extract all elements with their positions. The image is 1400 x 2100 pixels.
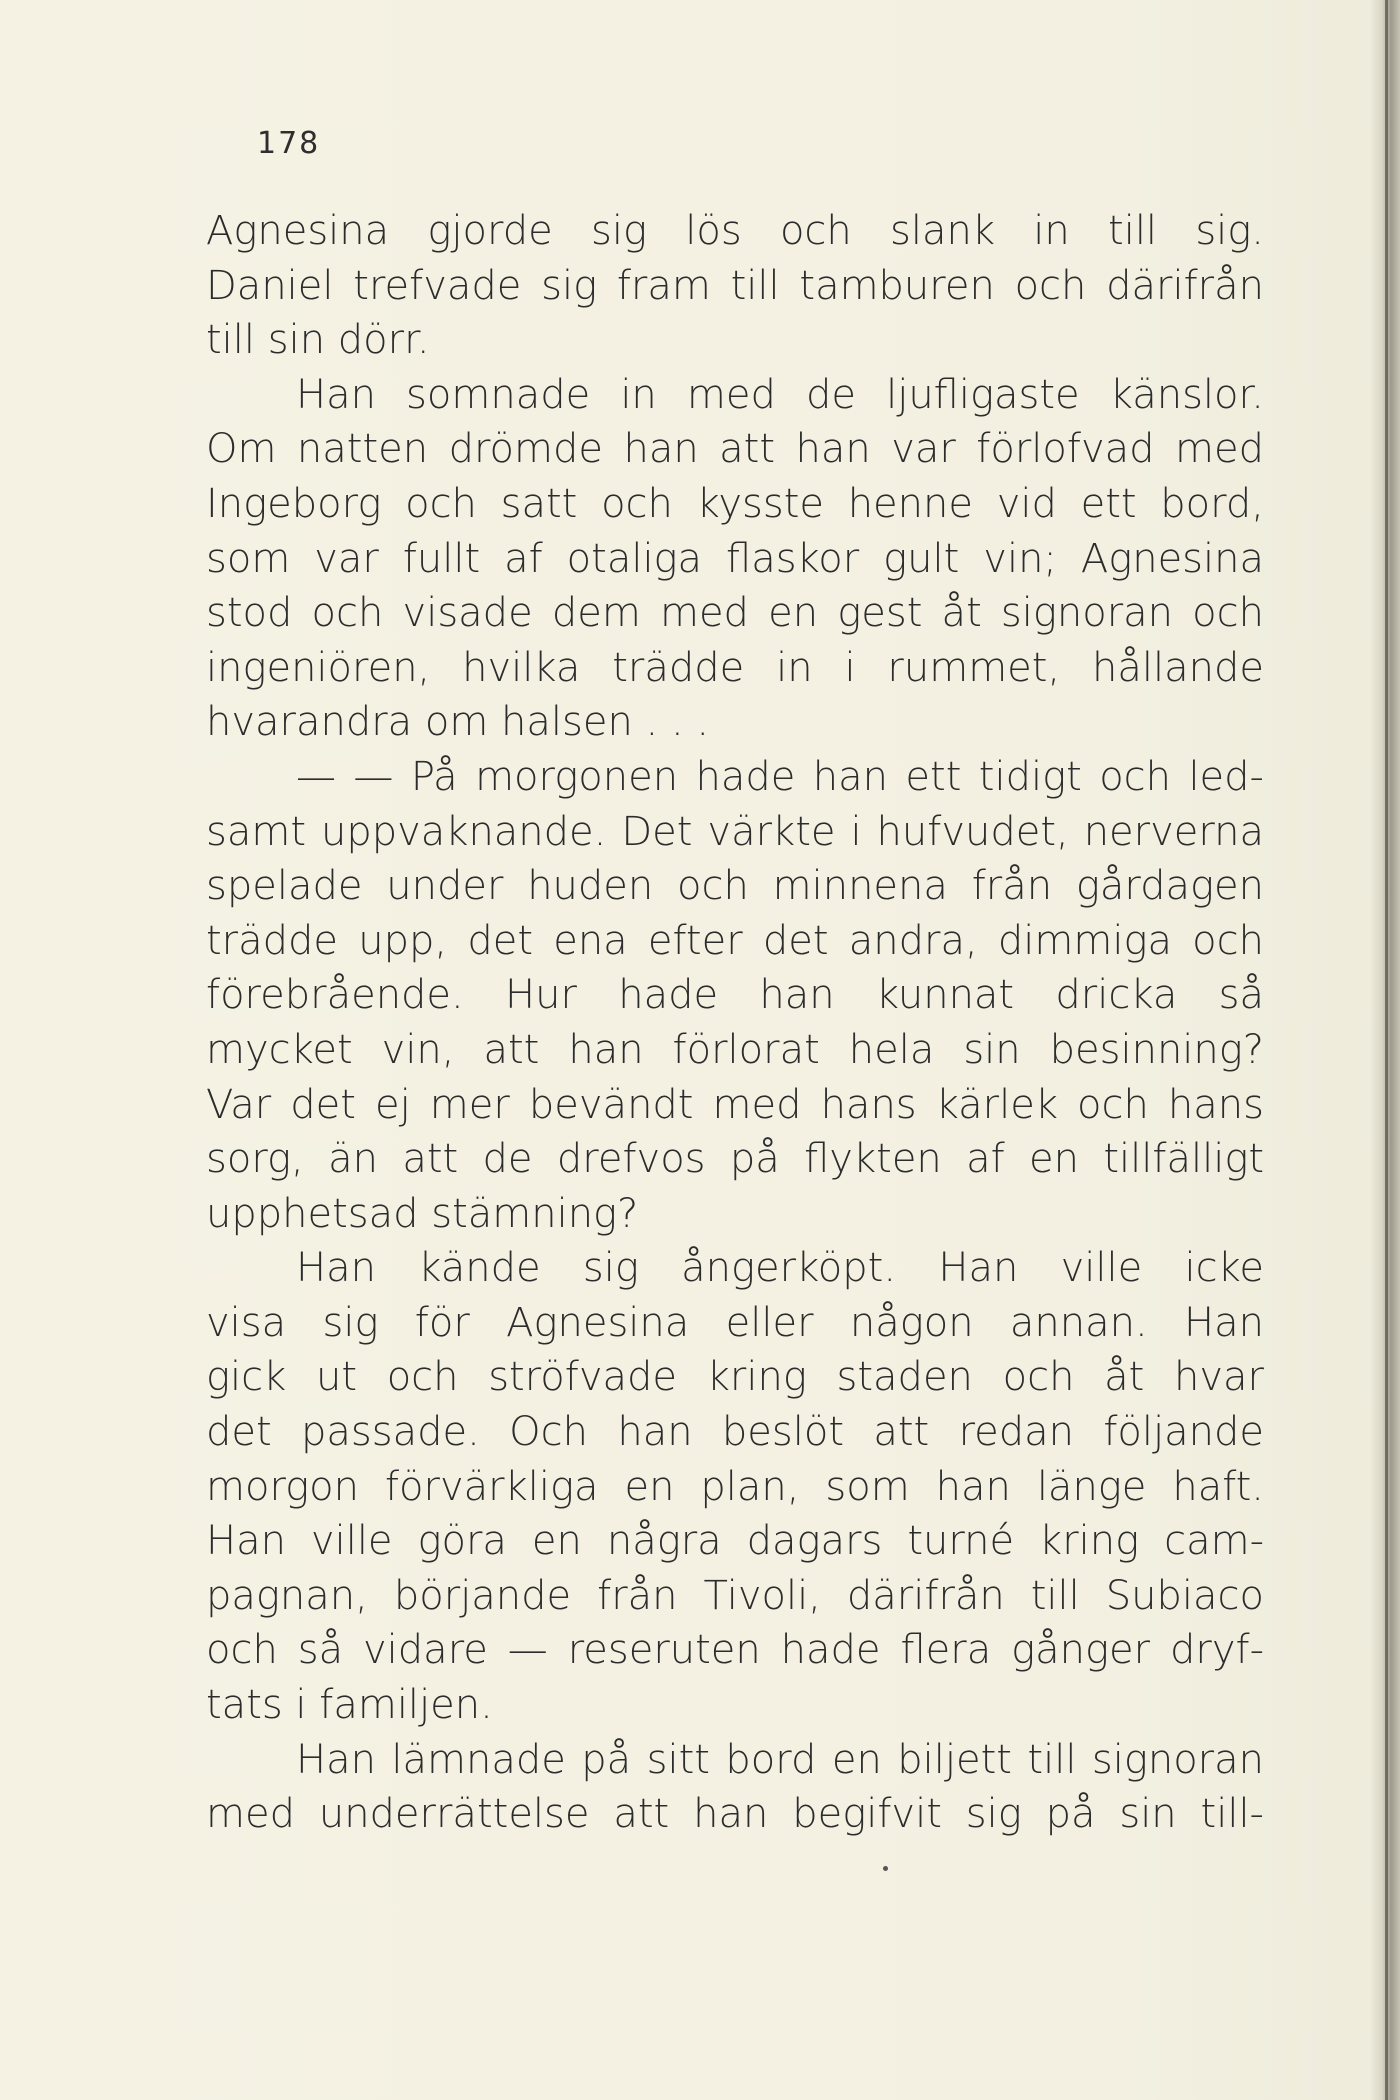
text-line: Han somnade in med de ljufligaste känslor. bbox=[296, 371, 1264, 418]
text-line: pagnan, börjande från Tivoli, därifrån till Subiaco bbox=[206, 1572, 1264, 1619]
text-line: hvarandra om halsen . . . bbox=[206, 699, 710, 746]
text-line: sorg, än att de drefvos på flykten af en tillfälligt bbox=[206, 1136, 1264, 1183]
text-line: stod och visade dem med en gest åt signoran och bbox=[206, 590, 1264, 637]
text-line: gick ut och ströfvade kring staden och åt hvar bbox=[206, 1354, 1264, 1401]
text-line: och så vidare — reseruten hade flera gånger dryf- bbox=[206, 1627, 1264, 1674]
text-line: upphetsad stämning? bbox=[206, 1190, 639, 1237]
text-line: Agnesina gjorde sig lös och slank in till sig. bbox=[206, 208, 1264, 254]
text-line: som var fullt af otaliga flaskor gult vin; Agnesina bbox=[206, 535, 1264, 582]
text-line: Ingeborg och satt och kysste henne vid ett bord, bbox=[206, 480, 1264, 527]
text-line: — — På morgonen hade han ett tidigt och led- bbox=[296, 753, 1264, 800]
text-line: Var det ej mer bevändt med hans kärlek och hans bbox=[206, 1081, 1264, 1128]
text-line: spelade under huden och minnena från gårdagen bbox=[206, 863, 1264, 910]
text-line: mycket vin, att han förlorat hela sin besinning? bbox=[206, 1026, 1264, 1073]
text-line: Han ville göra en några dagars turné kring cam- bbox=[206, 1518, 1264, 1565]
text-line: samt uppvaknande. Det värkte i hufvudet, nerverna bbox=[206, 808, 1264, 855]
text-line: med underrättelse att han begifvit sig på sin till- bbox=[206, 1791, 1264, 1838]
text-line: trädde upp, det ena efter det andra, dimmiga och bbox=[206, 917, 1264, 964]
page-number: 178 bbox=[257, 126, 321, 161]
text-line: tats i familjen. bbox=[206, 1682, 493, 1729]
text-line: visa sig för Agnesina eller någon annan. Han bbox=[206, 1299, 1264, 1346]
paper-speck bbox=[883, 1866, 888, 1871]
text-line: Daniel trefvade sig fram till tamburen och därifrån bbox=[206, 262, 1264, 309]
text-line: morgon förvärkliga en plan, som han länge haft. bbox=[206, 1463, 1264, 1510]
text-line: ingeniören, hvilka trädde in i rummet, hållande bbox=[206, 644, 1264, 691]
body-text bbox=[206, 204, 1264, 1842]
text-line: till sin dörr. bbox=[206, 317, 430, 364]
text-line: förebrående. Hur hade han kunnat dricka så bbox=[206, 972, 1264, 1019]
text-line: det passade. Och han beslöt att redan följande bbox=[206, 1409, 1264, 1456]
text-line: Han lämnade på sitt bord en biljett till signoran bbox=[296, 1736, 1264, 1783]
page-edge-line bbox=[1385, 0, 1388, 2100]
text-line: Han kände sig ångerköpt. Han ville icke bbox=[296, 1245, 1264, 1292]
text-line: Om natten drömde han att han var förlofvad med bbox=[206, 426, 1264, 473]
